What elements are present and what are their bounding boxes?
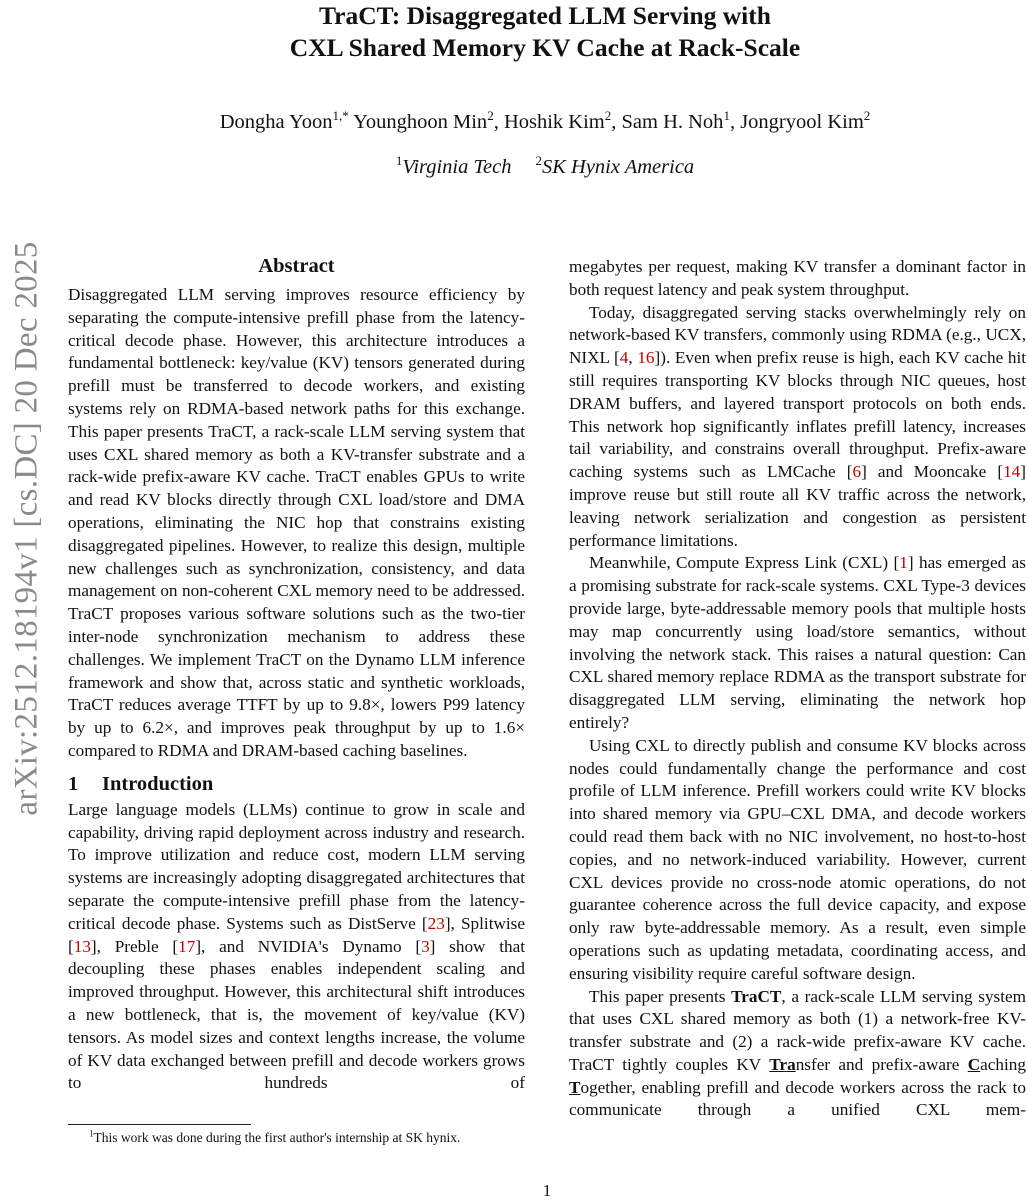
emphasized-text: TraCT [731,986,782,1006]
paragraph-text: ], Preble [ [90,936,179,956]
author-affiliation-marker: 2 [863,108,871,124]
citation-link[interactable]: 17 [178,936,196,956]
title-line: TraCT: Disaggregated LLM Serving with [319,1,771,30]
right-column [569,256,1026,1122]
paragraph-text: ], Splitwise [ [68,913,525,956]
author-affiliation-marker: 2 [604,108,612,124]
emphasized-text: T [569,1077,581,1097]
footnote [89,1130,460,1146]
citation-link[interactable]: 14 [1003,462,1021,482]
paragraph-text: ], and NVIDIA's Dynamo [ [195,936,422,956]
paragraph-text: Meanwhile, Compute Express Link (CXL) [ [589,553,900,573]
author-name: Hoshik Kim [503,111,605,133]
paragraph-text: ] and Mooncake [ [861,462,1004,482]
arxiv-identifier-stamp: arXiv:2512.18194v1 [cs.DC] 20 Dec 2025 [8,241,45,816]
paragraph [569,735,1026,986]
paragraph-text: Today, disaggregated serving stacks overwhelmingly rely on network-based KV transfers, commonly using RDMA (e.g., UCX, NIXL [ [569,302,1026,368]
author-affiliation-marker: 2 [487,108,494,124]
paper-title [60,0,1028,64]
introduction-body-right [569,256,1026,1122]
author-affiliation-marker: 1 [723,108,730,124]
paragraph-text: Using CXL to directly publish and consume KV blocks across nodes could fundamentally change the performance and cost profile of LLM inference. Prefill workers could write KV blocks into shared memory via GPU–CXL DMA, and decode workers could read them back with no NIC involvement, no host-to-host copies, and no network-induced variability. However, current CXL devices provide no cross-node atomic operations, do not guarantee coherence across the full device capacity, and expose only raw byte-addressable memory. As a result, even simple operations such as updating metadata, coordinating access, and ensuring visibility require careful software design. [569,735,1026,983]
author-separator: , [493,111,504,133]
paragraph-text: ] show that decoupling these phases enables independent scaling and improved throughput. However, this architectural shift introduces a new bottleneck, that is, the movement of key/value (KV) tensors. As model sizes and context lengths increase, the volume of KV data exchanged between prefill and decode workers grows to hundreds of [68,936,526,1093]
paragraph-text: , a rack-scale LLM serving system that uses CXL shared memory as both (1) a network-free KV-transfer substrate and (2) a rack-wide prefix-aware KV cache. TraCT tightly couples KV [569,986,1026,1074]
paragraph [68,284,525,763]
abstract-heading: Abstract [258,255,335,277]
citation-link[interactable]: 1 [899,553,908,573]
paragraph-text: nsfer and prefix-aware [795,1054,968,1074]
author-name: Younghoon Min [353,111,488,133]
paragraph-text: ogether, enabling prefill and decode workers across the rack to communicate through a unified CXL mem- [569,1077,1026,1120]
author-separator: , [729,111,741,133]
author-list [60,108,1028,134]
emphasized-text: Tra [769,1054,796,1074]
author-separator: , [611,111,622,133]
introduction-body-left [68,799,525,1095]
author-name: Dongha Yoon [219,111,333,133]
affiliation-list [60,153,1028,179]
paragraph [569,986,1026,1123]
paragraph [569,552,1026,734]
paragraph [569,256,1026,302]
citation-link[interactable]: 6 [852,462,862,482]
citation-link[interactable]: 13 [73,936,91,956]
citation-link[interactable]: 16 [637,348,655,368]
paragraph-text: Large language models (LLMs) continue to grow in scale and capability, driving rapid deployment across industry and research. To improve utilization and reduce cost, modern LLM serving systems are increasingly adopting disaggregated architectures that separate the compute-intensive prefill phase from the latency-critical decode phase. Systems such as DistServe [ [68,799,525,933]
paragraph-text: , [628,348,638,368]
citation-link[interactable]: 23 [427,913,445,933]
author-affiliation-marker: 1,* [332,108,349,124]
paragraph-text: This paper presents [589,986,732,1006]
author-name: Sam H. Noh [621,111,724,133]
page-number: 1 [542,1181,552,1200]
paragraph-text: Disaggregated LLM serving improves resource efficiency by separating the compute-intensive prefill phase from the latency-critical decode phase. However, this architecture introduces a fundamental bottleneck: key/value (KV) tensors generated during prefill must be transferred to decode workers, and existing systems rely on RDMA-based network paths for this exchange. This paper presents TraCT, a rack-scale LLM serving system that uses CXL shared memory as both a KV-transfer substrate and a rack-wide prefix-aware KV cache. TraCT enables GPUs to write and read KV blocks directly through CXL load/store and DMA operations, eliminating the NIC hop that constrains existing disaggregated pipelines. However, to realize this design, multiple new challenges such as synchronization, consistency, and data management on non-coherent CXL memory need to be addressed. TraCT proposes various software solutions such as the two-tier inter-node synchronization mechanism to address these challenges. We implement TraCT on the Dynamo LLM inference framework and show that, across static and synthetic workloads, TraCT reduces average TTFT by up to 9.8×, lowers P99 latency by up to 6.2×, and improves peak throughput by up to 1.6× compared to RDMA and DRAM-based caching baselines. [68,285,525,760]
affiliation-marker: 2 [535,153,542,169]
section-title: Introduction [102,772,214,795]
section-number: 1 [68,772,79,795]
affiliation-marker: 1 [395,153,403,169]
left-column [68,254,525,1095]
paragraph [569,302,1026,553]
paragraph-text: aching [980,1054,1026,1074]
footnote-marker: 1 [89,1128,94,1139]
title-line: CXL Shared Memory KV Cache at Rack-Scale [289,33,801,62]
footnote-text: This work was done during the first author's internship at SK hynix. [93,1130,461,1145]
abstract-body [68,284,525,763]
paragraph [68,799,525,1095]
author-name: Jongryool Kim [740,111,864,133]
paragraph-text: megabytes per request, making KV transfer a dominant factor in both request latency and peak system throughput. [569,257,1026,299]
affiliation-name: SK Hynix America [541,156,695,178]
emphasized-text: C [967,1054,981,1074]
affiliation-name: Virginia Tech [402,156,512,178]
footnote-rule [68,1124,251,1125]
citation-link[interactable]: 4 [619,348,629,368]
paragraph-text: ]). Even when prefix reuse is high, each KV cache hit still requires transporting KV blocks through NIC queues, host DRAM buffers, and layered transport protocols on both ends. This network hop significantly inflates prefill latency, increases tail variability, and constrains overall throughput. Prefix-aware caching systems such as LMCache [ [569,348,1027,482]
paragraph-text: ] has emerged as a promising substrate for rack-scale systems. CXL Type-3 devices provide large, byte-addressable memory pools that multiple hosts may map concurrently using load/store semantics, without involving the network stack. This raises a natural question: Can CXL shared memory replace RDMA as the transport substrate for disaggregated LLM serving, eliminating the network hop entirely? [569,553,1026,732]
paragraph-text: ] improve reuse but still route all KV traffic across the network, leaving network serialization and congestion as persistent performance limitations. [569,462,1026,550]
citation-link[interactable]: 3 [421,936,430,956]
section-heading-introduction [68,771,525,797]
